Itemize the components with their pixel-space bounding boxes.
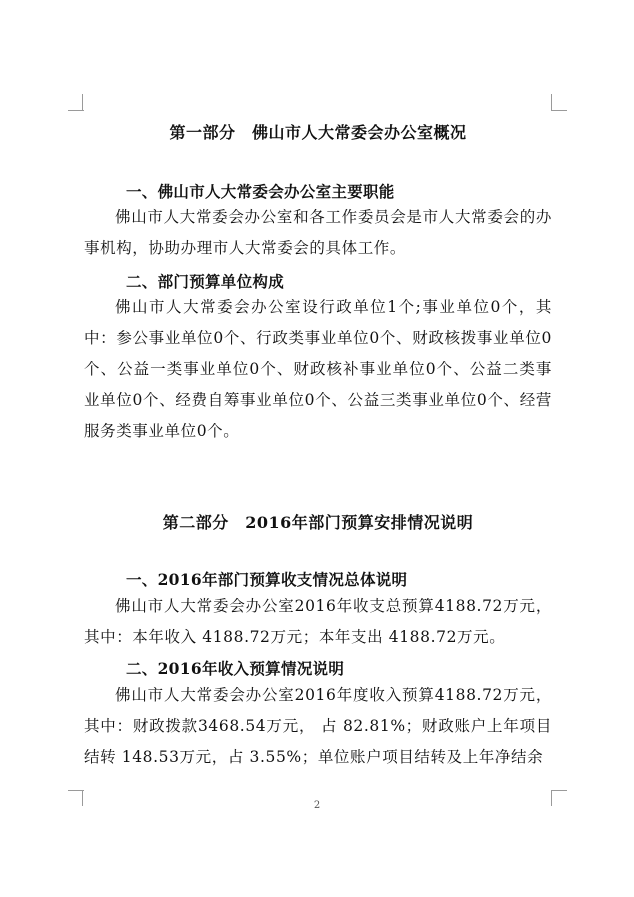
page-number: 2 [313,800,321,811]
part2-section1-heading: 一、2016年部门预算收支情况总体说明 [126,570,408,589]
part1-section2-text: 佛山市人大常委会办公室设行政单位1个;事业单位0个，其中：参公事业单位0个、行政类事业单位0个、财政核拨事业单位0个、公益一类事业单位0个、财政核补事业单位0个、公益二类事业单位0个、经费自筹事业单位0个、公益三类事业单位0个、经营服务类事业单位0个。 [84,298,552,440]
part2-title: 第二部分 2016年部门预算安排情况说明 [162,513,474,532]
part2-section2-heading: 二、2016年收入预算情况说明 [126,659,345,678]
part1-section2-heading: 二、部门预算单位构成 [126,272,285,291]
part1-title: 第一部分 佛山市人大常委会办公室概况 [169,123,467,142]
part1-section1-heading: 一、佛山市人大常委会办公室主要职能 [126,182,395,201]
part2-section2-text: 佛山市人大常委会办公室2016年度收入预算4188.72万元，其中：财政拨款3468.54万元， 占 82.81%；财政账户上年项目结转 148.53万元，占 3.55%；单位账户项目结转及上年净结余 [84,686,552,766]
part2-section1-text: 佛山市人大常委会办公室2016年收支总预算4188.72万元，其中：本年收入 4188.72万元；本年支出 4188.72万元。 [84,597,552,646]
part1-section1-text: 佛山市人大常委会办公室和各工作委员会是市人大常委会的办事机构，协助办理市人大常委会的具体工作。 [84,208,552,257]
